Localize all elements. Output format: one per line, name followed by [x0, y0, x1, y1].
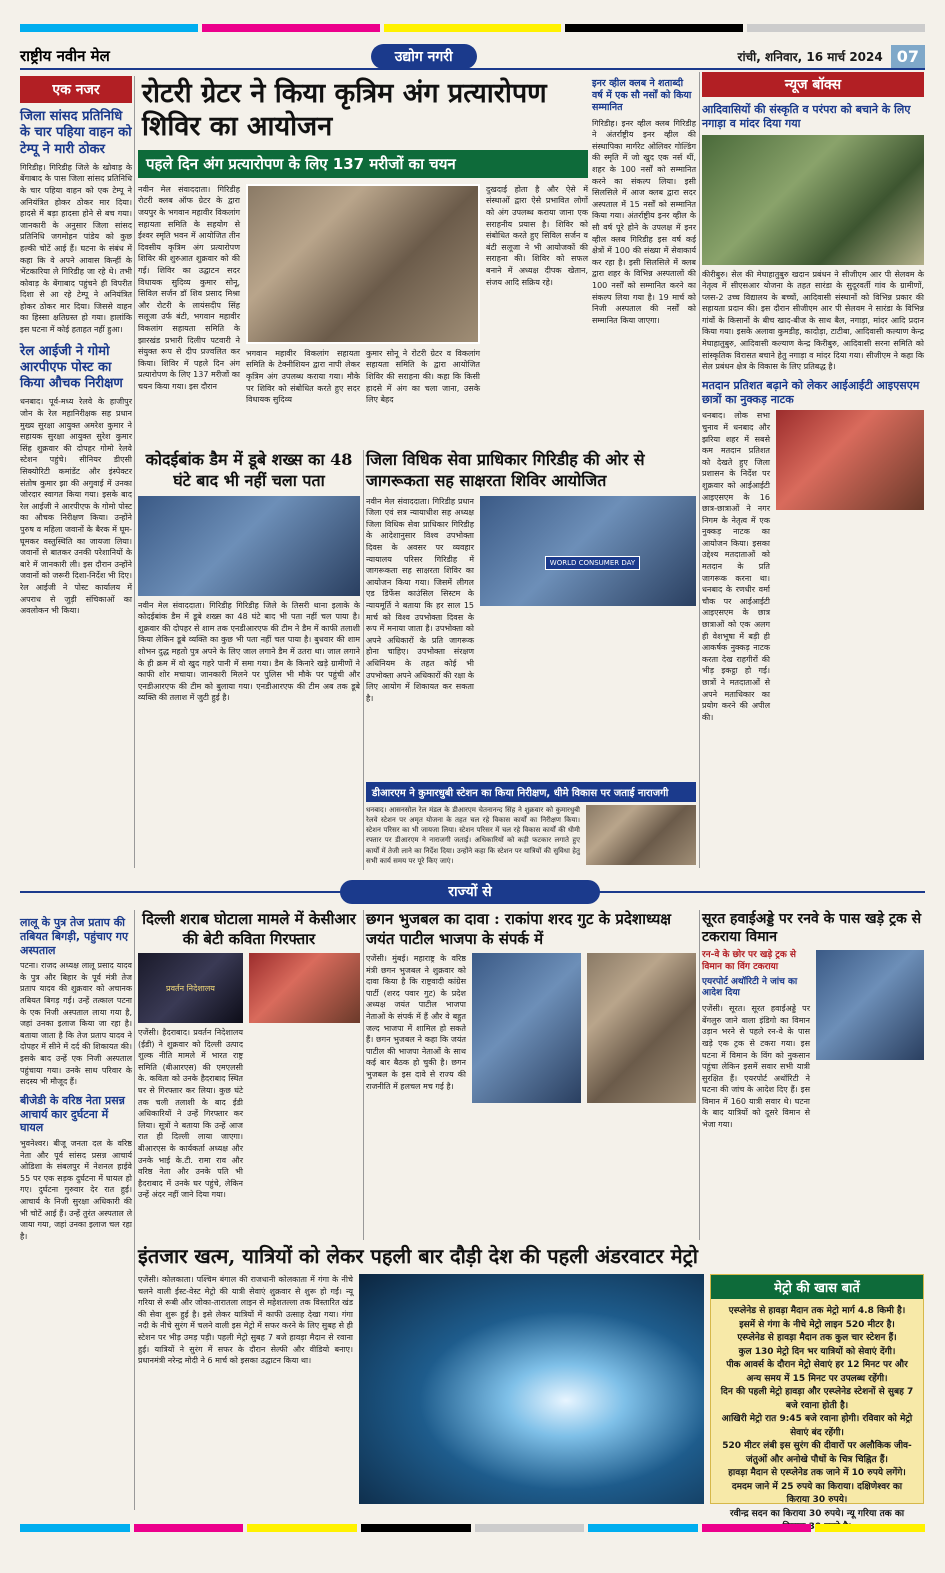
kavitha-headline: दिल्ली शराब घोटाला मामले में केसीआर की बेटी कविता गिरफ्तार	[142, 910, 356, 948]
column-rule	[134, 76, 135, 868]
news-box-head: न्यूज बॉक्स	[702, 72, 924, 97]
main-col2: भगवान महावीर विकलांग सहायता समिति के टेक्नीशियन द्वारा नापी लेकर कृत्रिम अंग उपलब्ध कराया गया। मौके पर शिविर को संबोधित करते हुए सदर विधायक सुदिव्य	[246, 348, 360, 405]
fact-item: एस्प्लेनेड से हावड़ा मैदान तक मेट्रो मार्ग 4.8 किमी है।	[728, 1306, 906, 1316]
metro-facts-head: मेट्रो की खास बातें	[711, 1275, 923, 1299]
metro-text: एजेंसी। कोलकाता। पश्चिम बंगाल की राजधानी कोलकाता में गंगा के नीचे चलने वाली ईस्ट-वेस्ट मेट्रो की यात्री सेवाएं शुक्रवार से शुरू हो गईं। न्यू गरिया से रूबी और जोका-तारातला लाइन से महेशतल्ला तक विस्तारित खंड की सेवा शुरू हुई है। इसे लेकर यात्रियों में काफी उत्साह देखा गया। गंगा नदी के नीचे सुरंग में चलने वाली इस मेट्रो में सफर करने के लिए सुबह से ही स्टेशन पर भीड़ उमड़ पड़ी। पहली मेट्रो सुबह 7 बजे हावड़ा मैदान से रवाना हुई। यात्रियों ने सुरंग में सफर के दौरान सेल्फी और वीडियो बनाए। प्रधानमंत्री नरेन्द्र मोदी ने 6 मार्च को इसका उद्घाटन किया था।	[138, 1275, 353, 1366]
kavitha-story	[138, 910, 360, 1240]
ek-nazar-column	[20, 76, 132, 868]
news-item1-text: कीरीबुरु। सेल की मेघाहातुबुरु खदान प्रबंधन ने सीजीएम आर पी सेलवम के नेतृत्व में सीएसआर योजना के तहत सारंडा के सुदूरवर्ती गांव के ग्रामीणों, प्लस-2 उच्च विद्यालय के बच्चों, आदिवासी संस्थानों को विभिन्न प्रकार की सहायता प्रदान की। इस दौरान सीजीएम आर पी सेलवम ने सारंडा के विभिन्न गांवों के किसानों के बीच खाद-बीज के साथ बैल, नगाड़ा, मांदर आदि प्रदान किया गया। इसके अलावा कुमडीह, कादोड़ा, टाटीबा, आदिवासी कल्याण केन्द्र मेघाहातुबुरु, आदिवासी कल्याण केन्द्र किरीबुरु, आदिवासी सरना समिति को सांस्कृतिक विरासत बचाने हेतु नगाड़ा व मांदर दिया गया। सीजीएम ने कहा कि सेल प्रबंधन क्षेत्र के विकास के लिए प्रतिबद्ध है।	[702, 269, 924, 372]
jayant-patil-photo	[472, 953, 581, 1103]
surat-red-title-2: एयरपोर्ट अथॉरिटी ने जांच का आदेश दिया	[702, 976, 798, 999]
surat-text: एजेंसी। सूरत। सूरत हवाईअड्डे पर बेंगलुरु जाने वाला इंडिगो का विमान उड़ान भरने से पहले रन-वे के पास खड़े एक ट्रक से टकरा गया। इस घटना में विमान के विंग को नुकसान पहुंचा लेकिन इसमें सवार सभी यात्री सुरक्षित हैं। एयरपोर्ट अथॉरिटी ने घटना की जांच के आदेश दिए हैं। इस विमान में 160 यात्री सवार थे। घटना के बाद यात्रियों को दूसरे विमान से भेजा गया।	[702, 1004, 810, 1130]
dam-text: नवीन मेल संवाददाता। गिरिडीह गिरिडीह जिले के तिसरी थाना इलाके के कोदईबांक डैम में डूबे शख्स का 48 घंटे बाद भी पता नहीं चल पाया है। शुक्रवार की दोपहर से शाम तक एनडीआरएफ की टीम ने डैम में काफी तलाशी किया लेकिन डूबे व्यक्ति का कुछ भी पता नहीं चल पाया है। बुधवार की शाम शोभन दुद्ध महतो पुत्र अपने के लिए जाल लगाने डैम में उतरा था। जाल लगाने के ही क्रम में वो खुद गहरे पानी में समा गया। डैम के किनारे खड़े ग्रामीणों ने काफी शोर मचाया। जानकारी मिलने पर पुलिस भी मौके पर पहुंची और एनडीआरएफ की टीम को बुलाया गया। एनडीआरएफ की टीम अब तक डूबे व्यक्ति की तलाश में जुटी हुई है।	[138, 600, 360, 703]
ed-logo-photo	[138, 953, 243, 1023]
chhagan-story	[366, 910, 696, 1240]
metro-facts-box	[710, 1274, 924, 1519]
surat-red-title-1: रन-वे के छोर पर खड़े ट्रक से विमान का विंग टकराया	[702, 950, 796, 973]
plane-photo	[816, 950, 924, 1060]
fact-item: दिन की पहली मेट्रो हावड़ा और एस्प्लेनेड स्टेशनों से सुबह 7 बजे रवाना होती है।	[720, 1387, 914, 1411]
bjd-title: बीजेडी के वरिष्ठ नेता प्रसन्न आचार्य कार दुर्घटना में घायल	[20, 1093, 125, 1135]
surat-story	[702, 910, 924, 1240]
main-headline: रोटरी ग्रेटर ने किया कृत्रिम अंग प्रत्यारोपण शिविर का आयोजन	[142, 78, 547, 142]
chhagan-text: एजेंसी। मुंबई। महाराष्ट्र के वरिष्ठ मंत्री छगन भुजबल ने शुक्रवार को दावा किया है कि राष्ट्रवादी कांग्रेस पार्टी (शरद पवार गुट) के प्रदेश अध्यक्ष जयंत पाटील भाजपा नेताओं के संपर्क में हैं और वे बहुत जल्द भाजपा में शामिल हो सकते हैं। छगन भुजबल ने कहा कि जयंत पाटील की भाजपा नेताओं के साथ कई बार बैठक हो चुकी है। छगन भुजबल के इस दावे से राज्य की राजनीति में हलचल मच गई है।	[366, 954, 466, 1091]
news-item1-title: आदिवासियों की संस्कृति व परंपरा को बचाने के लिए नगाड़ा व मांदर दिया गया	[702, 103, 911, 130]
news-item2-text: धनबाद। लोक सभा चुनाव में धनबाद और झरिया शहर में सबसे कम मतदान प्रतिशत को देखते हुए जिला प्रशासन के निर्देश पर शुक्रवार को आईआईटी आइएसएम के 16 छात्र-छात्राओं ने नगर निगम के नेतृत्व में एक नुक्कड़ नाटक का आयोजन किया। इसका उद्देश्य मतदाताओं को मतदान के प्रति जागरूक करना था। धनबाद के रणधीर वर्मा चौक पर आईआईटी आइएसएम के छात्र छात्राओं को एक अलग ही वेशभूषा में बड़ी ही आकर्षक नुक्कड़ नाटक करता देख राहगीरों की भीड़ इकट्ठा हो गई। छात्रों ने मतदाताओं से अपने मताधिकार का प्रयोग करने की अपील की।	[702, 411, 770, 722]
fact-item: रवीन्द्र सदन का किराया 30 रुपये। न्यू गरिया तक का	[729, 1508, 905, 1519]
fact-item: पीक आवर्स के दौरान मेट्रो सेवाएं हर 12 मिनट पर और अन्य समय में 15 मिनट पर उपलब्ध रहेंगी।	[726, 1360, 908, 1384]
metro-story	[138, 1244, 924, 1519]
metro-facts-list	[711, 1299, 923, 1541]
inner-wheel-story	[592, 72, 696, 442]
main-story	[138, 76, 588, 448]
fact-item: 520 मीटर लंबी इस सुरंग की दीवारों पर अलौकिक जीव-जंतुओं और अनोखे पौधों के चित्र चिह्नित हैं।	[722, 1441, 912, 1465]
section-label: उद्योग नगरी	[371, 44, 477, 69]
camp-photo	[246, 184, 480, 344]
legal-headline: जिला विधिक सेवा प्राधिकार गिरिडीह की ओर से जागरूकता सह साक्षरता शिविर आयोजित	[366, 450, 645, 490]
main-subhead: पहले दिन अंग प्रत्यारोपण के लिए 137 मरीजों का चयन	[138, 150, 588, 178]
dam-photo	[138, 496, 360, 596]
masthead	[20, 44, 925, 70]
legal-story	[366, 450, 696, 780]
kavitha-photo	[249, 953, 360, 1023]
fact-item: कुल 130 मेट्रो दिन भर यात्रियों को सेवाएं देंगी।	[738, 1346, 896, 1357]
column-rule	[699, 72, 700, 868]
dateline: रांची, शनिवार, 16 मार्च 2024	[737, 49, 883, 64]
surat-headline: सूरत हवाईअड्डे पर रनवे के पास खड़े ट्रक से टकराया विमान	[702, 911, 922, 946]
kavitha-text: एजेंसी। हैदराबाद। प्रवर्तन निदेशालय (ईडी) ने शुक्रवार को दिल्ली उत्पाद शुल्क नीति मामले में भारत राष्ट्र समिति (बीआरएस) की एमएलसी के. कविता को उनके हैदराबाद स्थित घर से गिरफ्तार कर लिया। कुछ घंटे तक चली तलाशी के बाद ईडी अधिकारियों ने उन्हें गिरफ्तार कर लिया। सूत्रों ने बताया कि उन्हें आज रात ही दिल्ली लाया जाएगा। बीआरएस के कार्यकर्ता अध्यक्ष और उनके भाई के.टी. रामा राव और वरिष्ठ नेता और उनके पति भी हैदराबाद में उनके घर पहुंचे, लेकिन उन्हें अंदर नहीं जाने दिया गया।	[138, 1028, 243, 1200]
metro-headline: इंतजार खत्म, यात्रियों को लेकर पहली बार दौड़ी देश की पहली अंडरवाटर मेट्रो	[138, 1244, 698, 1268]
news-box-column	[702, 72, 924, 868]
news-item2-title: मतदान प्रतिशत बढ़ाने को लेकर आईआईटी आइएसएम छात्रों का नुक्कड़ नाटक	[702, 378, 920, 406]
tribal-photo	[702, 135, 924, 265]
registration-bar-bottom	[20, 1522, 925, 1534]
item1-text: गिरिडीह। गिरिडीह जिले के खोवाड़ के बेंगाबाद के पास जिला सांसद प्रतिनिधि के चार पहिया वाहन को एक टेम्पू ने अनियंत्रित होकर ठोकर मार दिया। हादसे में बड़ा हादसा होने से बच गया। जानकारी के अनुसार जिला सांसद प्रतिनिधि जगमोहन पांडेय को कुछ हल्की चोटें आई हैं। घटना के संबंध में कहा कि वे अपने आवास किन्हीं के भेंटकारिया ले गिरिडीह जा रहे थे। तभी कोवाड़ के बेंगाबाद पहुंचने ही विपरीत दिशा से आ रहे टेम्पू ने अनियंत्रित होकर ठोकर मार दिया। जिससे वाहन का हिस्सा क्षतिग्रस्त हो गया। हालांकि इस घटना में कोई हताहत नहीं हुआ।	[20, 162, 132, 335]
consumer-day-photo	[480, 496, 696, 606]
main-col3: कुमार सोनू ने रोटरी ग्रेटर व विकलांग सहायता समिति के द्वारा आयोजित शिविर की सराहना की। कहा कि किसी हादसे में अंग का चला जाना, उसके लिए बेहद	[366, 348, 480, 405]
registration-bar-top	[20, 22, 925, 34]
column-rule	[699, 910, 700, 1240]
ek-nazar-head: एक नजर	[20, 76, 132, 103]
inner-wheel-text: गिरिडीह। इनर व्हील क्लब गिरिडीह ने अंतर्राष्ट्रीय इनर व्हील की संस्थापिका मार्गरेट ओलिवर गोल्डिंग की स्मृति में जो खुद एक नर्स थीं, शहर के 100 नर्सों को सम्मानित करने का संकल्प लिया। इसी सिलसिले में आज क्लब द्वारा सदर अस्पताल में 15 नर्सों को सम्मानित किया गया। अंतर्राष्ट्रीय इनर व्हील के सौ वर्ष पूरे होने के उपलक्ष में इनर व्हील क्लब गिरिडीह इस वर्ष कई क्षेत्रों में 100 की संख्या में सेवाकार्य कर रहा है। इसी सिलसिले में क्लब द्वारा शहर के विभिन्न अस्पतालों की 100 नर्सों को सम्मानित करने का संकल्प लिया गया है। 19 मार्च को निजी अस्पताल की नर्सों को सम्मानित किया जाएगा।	[592, 118, 696, 325]
states-section-label: राज्यों से	[340, 880, 600, 904]
lalu-text: पटना। राजद अध्यक्ष लालू प्रसाद यादव के पुत्र और बिहार के पूर्व मंत्री तेज प्रताप यादव की शुक्रवार को अचानक तबियत बिगड़ गई। उन्हें तत्काल पटना के एक निजी अस्पताल लाया गया है, जहां उनका इलाज किया जा रहा है। बताया जाता है कि तेज प्रताप यादव ने दोपहर में सीने में दर्द की शिकायत की। इसके बाद उन्हें एक निजी अस्पताल पहुंचाया गया। उनके साथ परिवार के सदस्य भी मौजूद हैं।	[20, 961, 132, 1087]
drm-headline: डीआरएम ने कुमारधुबी स्टेशन का किया निरीक्षण, धीमे विकास पर जताई नाराजगी	[366, 782, 696, 802]
drm-story	[366, 782, 696, 870]
underwater-metro-photo	[359, 1274, 704, 1504]
column-rule	[134, 910, 135, 1510]
main-col1: नवीन मेल संवाददाता। गिरिडीह रोटरी क्लब ऑफ ग्रेटर के द्वारा जयपुर के भगवान महावीर विकलांग सहायता समिति के सहयोग से ईश्वर स्मृति भवन में आयोजित तीन दिवसीय कृत्रिम अंग प्रत्यारोपण शिविर की शुरुआत शुक्रवार को की गई। शिविर का उद्घाटन सदर विधायक सुदिव्य कुमार सोनू, सिविल सर्जन डॉ शिव प्रसाद मिश्रा और रोटरी के लायंसदीप सिंह सलूजा उर्फ बंटी, भगवान महावीर विकलांग सहायता समिति के झारखंड प्रभारी दिलीप पटवारी ने संयुक्त रूप से दीप प्रज्वलित कर किया। शिविर में पहले दिन अंग प्रत्यारोपण के लिए 137 मरीजों का चयन किया गया। इस दौरान	[138, 184, 240, 391]
states-left-column	[20, 910, 132, 1510]
lalu-title: लालू के पुत्र तेज प्रताप की तबियत बिगड़ी, पहुंचाए गए अस्पताल	[20, 916, 129, 957]
column-rule	[363, 910, 364, 1240]
item2-title: रेल आईजी ने गोमो आरपीएफ पोस्ट का किया औचक निरीक्षण	[20, 343, 123, 392]
drm-photo	[586, 805, 696, 865]
dam-story	[138, 450, 360, 870]
inner-wheel-title: इनर व्हील क्लब ने शताब्दी वर्ष में एक सौ नर्सों को किया सम्मानित	[592, 78, 692, 113]
main-col4: दुखदाई होता है और ऐसे में संस्थाओं द्वारा ऐसे प्रभावित लोगों को अंग उपलब्ध कराया जाना एक सराहनीय प्रयास है। शिविर को संबोधित करते हुए सिविल सर्जन व बंटी सलूजा ने भी आयोजकों की सराहना की। शिविर को सफल बनाने में अध्यक्ष दीपक खेतान, संजय आदि सक्रिय रहे।	[486, 184, 588, 287]
ed-logo-text: प्रवर्तन निदेशालय	[166, 983, 215, 993]
nukkad-natak-photo	[776, 410, 924, 510]
column-rule	[363, 450, 364, 870]
fact-item: दमदम जाने में 25 रुपये का किराया। दक्षिणेश्वर का किराया 30 रुपये।	[731, 1481, 903, 1505]
legal-text: नवीन मेल संवाददाता। गिरिडीह प्रधान जिला एवं सत्र न्यायाधीश सह अध्यक्ष जिला विधिक सेवा प्राधिकार गिरिडीह के आदेशानुसार विश्व उपभोक्ता दिवस के अवसर पर व्यवहार न्यायालय परिसर गिरिडीह में जागरूकता सह साक्षरता शिविर का आयोजन किया गया। जिसमें लीगल एड डिफेंस काउंसिल सिस्टम के न्यायमूर्ति ने बताया कि हर साल 15 मार्च को विश्व उपभोक्ता दिवस के रूप में मनाया जाता है। उपभोक्ता को अपने अधिकारों के प्रति जागरूक होना चाहिए। उपभोक्ता संरक्षण अधिनियम के तहत कोई भी उपभोक्ता अपने अधिकारों की रक्षा के लिए आयोग में शिकायत कर सकता है।	[366, 496, 474, 703]
dam-headline: कोदईबांक डैम में डूबे शख्स का 48 घंटे बाद भी नहीं चला पता	[145, 450, 353, 490]
chhagan-bhujbal-photo	[587, 953, 696, 1103]
item2-text: धनबाद। पूर्व-मध्य रेलवे के हाजीपुर जोन के रेल महानिरीक्षक सह प्रधान मुख्य सुरक्षा आयुक्त अमरेश कुमार ने सहायक सुरक्षा आयुक्त सुरेश कुमार सिंह शुक्रवार की दोपहर गोमो रेलवे स्टेशन पहुंचे। सीनियर डीएसी सिक्योरिटी कमांडेंट और इंस्पेक्टर संतोष कुमार झा की अगुवाई में उनका जोरदार स्वागत किया गया। इसके बाद रेल आईजी ने आरपीएफ के गोमो पोस्ट का औचक निरीक्षण किया। उन्होंने पुरुष व महिला जवानों के बैरक में घूम-घूमकर वस्तुस्थिति का जायजा लिया। जवानों से बातकर उनकी परेशानियों के बारे में जानकारी ली। इस दौरान उन्होंने जवानों को जरूरी दिशा-निर्देश भी दिए। रेल आईजी ने पोस्ट कार्यालय में अपराध से जुड़ी संचिकाओं का अवलोकन भी किया।	[20, 397, 132, 616]
item1-title: जिला सांसद प्रतिनिधि के चार पहिया वाहन को टेम्पू ने मारी ठोकर	[20, 109, 132, 157]
chhagan-headline: छगन भुजबल का दावा : राकांपा शरद गुट के प्रदेशाध्यक्ष जयंत पाटील भाजपा के संपर्क में	[366, 910, 672, 948]
drm-text: धनबाद। आसनसोल रेल मंडल के डीआरएम चेतनानन्द सिंह ने शुक्रवार को कुमारधुबी रेलवे स्टेशन पर अमृत योजना के तहत चल रहे विकास कार्यों का निरीक्षण किया। स्टेशन परिसर का भी जायजा लिया। स्टेशन परिसर में चल रहे विकास कार्यों की धीमी रफ्तार पर डीआरएम ने नाराजगी जताई। अधिकारियों को कड़ी फटकार लगाते हुए कार्यों में तेजी लाने का निर्देश दिया। उन्होंने कहा कि स्टेशन पर यात्रियों की सुविधा हेतु सभी कार्य समय पर पूरे किए जाएं।	[366, 806, 580, 865]
consumer-day-banner: WORLD CONSUMER DAY	[545, 556, 640, 570]
fact-item: इसमें से गंगा के नीचे मेट्रो लाइन 520 मीटर है।	[739, 1319, 895, 1330]
page-number: 07	[891, 45, 925, 68]
fact-item: आखिरी मेट्रो रात 9:45 बजे रवाना होगी। रविवार को मेट्रो सेवाएं बंद रहेंगी।	[721, 1414, 913, 1438]
fact-item: हावड़ा मैदान से एस्प्लेनेड तक जाने में 10 रुपये लगेंगे।	[728, 1468, 906, 1478]
bjd-text: भुवनेश्वर। बीजू जनता दल के वरिष्ठ नेता और पूर्व सांसद प्रसन्न आचार्य ओडिशा के संबलपुर में नेशनल हाईवे 55 पर एक सड़क दुर्घटना में घायल हो गए। दुर्घटना गुरुवार देर रात हुई। आचार्य के निजी सुरक्षा अधिकारी की भी चोटें आई हैं। उन्हें तुरंत अस्पताल ले जाया गया, जहां उनका इलाज चल रहा है।	[20, 1139, 132, 1241]
fact-item: एस्प्लेनेड से हावड़ा मैदान तक कुल चार स्टेशन हैं।	[737, 1333, 897, 1343]
brand-name: राष्ट्रीय नवीन मेल	[20, 47, 110, 65]
